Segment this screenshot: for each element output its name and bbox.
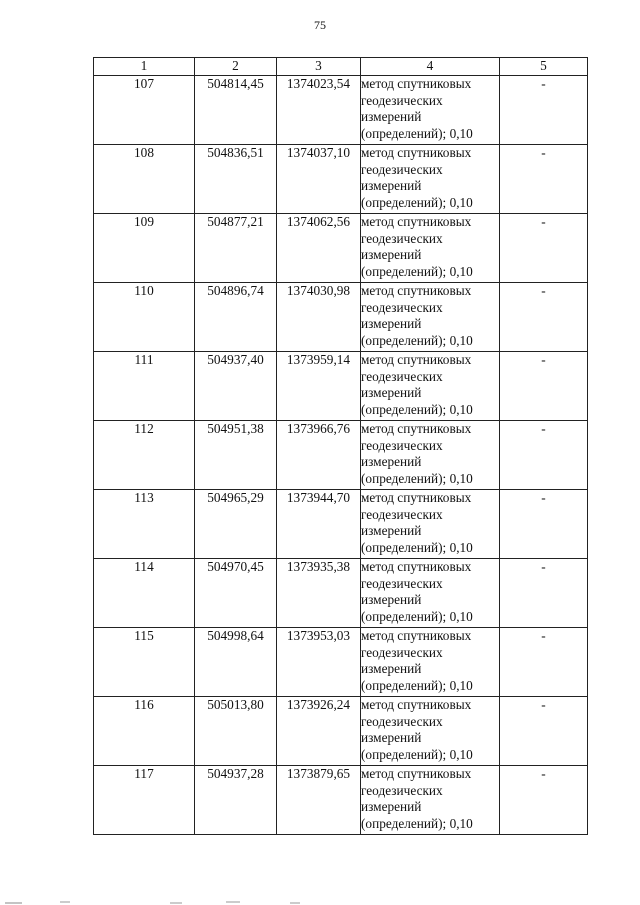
method-cell — [361, 559, 500, 628]
method-line: (определений); 0,10 — [361, 332, 473, 348]
y-coordinate-cell: 1373966,76 — [277, 421, 361, 490]
point-number-cell: 112 — [94, 421, 195, 490]
method-line: геодезических — [361, 437, 443, 453]
method-line: (определений); 0,10 — [361, 401, 473, 417]
x-coordinate-cell: 504937,28 — [195, 766, 277, 835]
method-line: измерений — [361, 730, 422, 745]
method-line: метод спутниковых — [361, 766, 472, 781]
method-line: (определений); 0,10 — [361, 263, 473, 279]
x-coordinate-cell: 504877,21 — [195, 214, 277, 283]
mark-cell: - — [500, 76, 588, 145]
y-coordinate-cell: 1373926,24 — [277, 697, 361, 766]
y-coordinate-cell: 1373935,38 — [277, 559, 361, 628]
method-cell — [361, 145, 500, 214]
y-coordinate-cell: 1374030,98 — [277, 283, 361, 352]
y-coordinate-cell: 1373879,65 — [277, 766, 361, 835]
method-cell — [361, 697, 500, 766]
method-line: геодезических — [361, 161, 443, 177]
column-header-4: 4 — [361, 58, 500, 76]
method-line: (определений); 0,10 — [361, 125, 473, 141]
method-line: измерений — [361, 661, 422, 676]
method-line: метод спутниковых — [361, 76, 472, 91]
method-line: измерений — [361, 247, 422, 262]
method-line: метод спутниковых — [361, 697, 472, 712]
method-line: (определений); 0,10 — [361, 539, 473, 555]
method-cell — [361, 490, 500, 559]
point-number-cell: 111 — [94, 352, 195, 421]
mark-cell: - — [500, 628, 588, 697]
method-line: метод спутниковых — [361, 490, 472, 505]
method-line: геодезических — [361, 230, 443, 246]
x-coordinate-cell: 504937,40 — [195, 352, 277, 421]
table-row — [94, 421, 588, 490]
column-header-3: 3 — [277, 58, 361, 76]
method-line: метод спутниковых — [361, 352, 472, 367]
mark-cell: - — [500, 214, 588, 283]
method-line: измерений — [361, 316, 422, 331]
table-header-row — [94, 58, 588, 76]
y-coordinate-cell: 1374023,54 — [277, 76, 361, 145]
method-line: (определений); 0,10 — [361, 746, 473, 762]
y-coordinate-cell: 1374062,56 — [277, 214, 361, 283]
method-line: (определений); 0,10 — [361, 194, 473, 210]
column-header-2: 2 — [195, 58, 277, 76]
method-line: геодезических — [361, 713, 443, 729]
method-line: геодезических — [361, 506, 443, 522]
x-coordinate-cell: 504951,38 — [195, 421, 277, 490]
method-line: метод спутниковых — [361, 559, 472, 574]
method-cell — [361, 76, 500, 145]
method-line: геодезических — [361, 782, 443, 798]
point-number-cell: 108 — [94, 145, 195, 214]
x-coordinate-cell: 504836,51 — [195, 145, 277, 214]
method-line: (определений); 0,10 — [361, 677, 473, 693]
y-coordinate-cell: 1373953,03 — [277, 628, 361, 697]
method-cell — [361, 421, 500, 490]
method-line: геодезических — [361, 92, 443, 108]
mark-cell: - — [500, 697, 588, 766]
scan-edge-marks — [0, 897, 640, 905]
column-header-1: 1 — [94, 58, 195, 76]
method-line: метод спутниковых — [361, 628, 472, 643]
method-line: измерений — [361, 592, 422, 607]
method-cell — [361, 766, 500, 835]
method-line: (определений); 0,10 — [361, 815, 473, 831]
method-line: (определений); 0,10 — [361, 470, 473, 486]
point-number-cell: 109 — [94, 214, 195, 283]
x-coordinate-cell: 505013,80 — [195, 697, 277, 766]
x-coordinate-cell: 504970,45 — [195, 559, 277, 628]
point-number-cell: 117 — [94, 766, 195, 835]
y-coordinate-cell: 1373944,70 — [277, 490, 361, 559]
method-line: геодезических — [361, 644, 443, 660]
method-line: измерений — [361, 454, 422, 469]
mark-cell: - — [500, 352, 588, 421]
table-row — [94, 145, 588, 214]
method-cell — [361, 214, 500, 283]
y-coordinate-cell: 1373959,14 — [277, 352, 361, 421]
mark-cell: - — [500, 145, 588, 214]
coordinates-table — [93, 57, 588, 835]
point-number-cell: 113 — [94, 490, 195, 559]
method-line: измерений — [361, 385, 422, 400]
mark-cell: - — [500, 490, 588, 559]
page-number: 75 — [314, 18, 326, 32]
method-line: измерений — [361, 178, 422, 193]
method-line: геодезических — [361, 299, 443, 315]
method-line: геодезических — [361, 575, 443, 591]
mark-cell: - — [500, 766, 588, 835]
table-row — [94, 628, 588, 697]
point-number-cell: 116 — [94, 697, 195, 766]
method-line: измерений — [361, 523, 422, 538]
method-line: метод спутниковых — [361, 145, 472, 160]
point-number-cell: 110 — [94, 283, 195, 352]
table-row — [94, 214, 588, 283]
table-row — [94, 559, 588, 628]
x-coordinate-cell: 504965,29 — [195, 490, 277, 559]
method-line: метод спутниковых — [361, 214, 472, 229]
x-coordinate-cell: 504896,74 — [195, 283, 277, 352]
method-line: измерений — [361, 109, 422, 124]
method-cell — [361, 283, 500, 352]
method-line: геодезических — [361, 368, 443, 384]
x-coordinate-cell: 504998,64 — [195, 628, 277, 697]
y-coordinate-cell: 1374037,10 — [277, 145, 361, 214]
table-row — [94, 352, 588, 421]
method-line: метод спутниковых — [361, 421, 472, 436]
table-row — [94, 697, 588, 766]
table-row — [94, 490, 588, 559]
point-number-cell: 107 — [94, 76, 195, 145]
mark-cell: - — [500, 559, 588, 628]
mark-cell: - — [500, 421, 588, 490]
table-row — [94, 283, 588, 352]
method-line: измерений — [361, 799, 422, 814]
point-number-cell: 114 — [94, 559, 195, 628]
method-cell — [361, 352, 500, 421]
method-cell — [361, 628, 500, 697]
point-number-cell: 115 — [94, 628, 195, 697]
x-coordinate-cell: 504814,45 — [195, 76, 277, 145]
column-header-5: 5 — [500, 58, 588, 76]
mark-cell: - — [500, 283, 588, 352]
table-row — [94, 766, 588, 835]
method-line: (определений); 0,10 — [361, 608, 473, 624]
table-row — [94, 76, 588, 145]
method-line: метод спутниковых — [361, 283, 472, 298]
table-body — [94, 76, 588, 835]
